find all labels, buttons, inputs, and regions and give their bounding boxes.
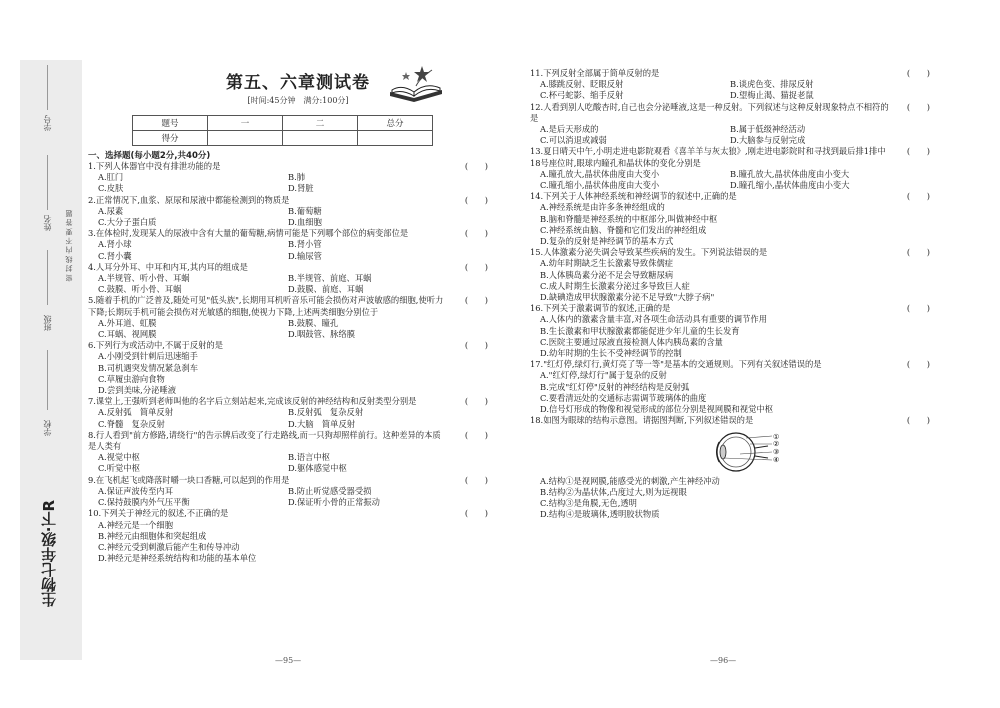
answer-blank[interactable]: ( ) — [464, 429, 488, 440]
option[interactable]: D.躯体感觉中枢 — [288, 463, 347, 474]
question-stem — [530, 102, 930, 124]
option[interactable]: A.是后天形成的 — [540, 124, 599, 135]
option[interactable]: B.人体胰岛素分泌不足会导致糖尿病 — [540, 269, 674, 280]
option[interactable]: B.肾小管 — [288, 239, 322, 250]
option[interactable]: D.大脑参与反射完成 — [730, 135, 806, 146]
question-text: 7.课堂上,王强听到老师叫他的名字后立刻站起来,完成该反射的神经结构和反射类型分别是 — [88, 396, 417, 407]
option[interactable]: A.肾小球 — [98, 239, 132, 250]
left-column — [88, 68, 488, 564]
question-text: 10.下列关于神经元的叙述,不正确的是 — [88, 508, 229, 519]
answer-blank[interactable]: ( ) — [906, 68, 930, 78]
option[interactable]: B.完成"红灯停"反射的神经结构是反射弧 — [540, 381, 690, 392]
question — [530, 359, 930, 415]
option[interactable]: B.防止听觉感受器受损 — [288, 485, 372, 496]
answer-blank[interactable]: ( ) — [906, 415, 930, 426]
option[interactable]: B.语言中枢 — [288, 452, 330, 463]
page-number-left: —95— — [275, 656, 302, 665]
option[interactable]: C.医院主要通过尿液直接检测人体内胰岛素的含量 — [540, 336, 723, 347]
question-text: 9.在飞机起飞或降落时嚼一块口香糖,可以起到的作用是 — [88, 474, 290, 485]
page-number-right: —96— — [710, 656, 737, 665]
option[interactable]: C.皮肤 — [98, 183, 124, 194]
question-text: 1.下列人体器官中没有排泄功能的是 — [88, 161, 221, 171]
subject-label: 生物七年级·下R — [40, 500, 58, 608]
name-label: 姓名 — [43, 215, 52, 231]
option-list — [530, 370, 930, 415]
option[interactable]: A.结构①是视网膜,能感受光的刺激,产生神经冲动 — [540, 475, 720, 486]
option[interactable]: B.结构②为晶状体,凸度过大,则为远视眼 — [540, 486, 687, 497]
question-text: 16.下列关于激素调节的叙述,正确的是 — [530, 303, 671, 314]
eye-label: ② — [773, 439, 780, 448]
option[interactable]: A.神经元是一个细胞 — [98, 519, 174, 530]
score-label-cell: 得分 — [133, 131, 208, 146]
section-heading: 一、选择题(每小题2分,共40分) — [88, 151, 211, 161]
question-stem — [530, 303, 930, 314]
option[interactable]: A.人体内的激素含量丰富,对各项生命活动具有重要的调节作用 — [540, 314, 767, 325]
option[interactable]: D.肾脏 — [288, 183, 314, 194]
question — [88, 295, 488, 340]
option[interactable]: D.咽鼓管、脉络膜 — [288, 329, 356, 340]
option[interactable]: B.神经元由细胞体和突起组成 — [98, 530, 207, 541]
question — [530, 68, 930, 102]
score-input-cell[interactable] — [208, 131, 283, 146]
option-list — [530, 258, 930, 303]
option[interactable]: C.可以消退或减弱 — [540, 135, 607, 146]
option-list — [88, 351, 488, 396]
option[interactable]: C.杯弓蛇影、缩手反射 — [540, 90, 624, 101]
option[interactable]: C.肾小囊 — [98, 250, 132, 261]
book-icon — [386, 62, 446, 104]
question — [530, 102, 930, 147]
option[interactable]: A.小刚受到针刺后迅速缩手 — [98, 351, 198, 362]
question — [88, 430, 488, 475]
question — [530, 191, 930, 247]
option[interactable]: C.神经元受到刺激后能产生和传导冲动 — [98, 541, 240, 552]
answer-blank[interactable]: ( ) — [906, 303, 930, 314]
question-stem — [530, 146, 930, 168]
answer-blank[interactable]: ( ) — [906, 247, 930, 258]
page-title: 第五、六章测试卷 — [226, 73, 370, 93]
answer-blank[interactable]: ( ) — [906, 146, 930, 157]
option[interactable]: C.瞳孔缩小,晶状体曲度由大变小 — [540, 180, 660, 191]
option-list — [88, 407, 488, 429]
option-list — [530, 79, 930, 101]
option[interactable]: B.葡萄糖 — [288, 205, 322, 216]
option-list — [88, 239, 488, 261]
question-text: 13.夏日晴天中午,小明走进电影院观看《喜羊羊与灰太狼》,刚走进电影院时和寻找到最后排1排中18号座位时,眼球内瞳孔和晶状体的变化分别是 — [530, 146, 886, 168]
left-question-list — [88, 161, 488, 564]
question-stem — [530, 359, 930, 370]
option[interactable]: C.大分子蛋白质 — [98, 217, 157, 228]
option[interactable]: A.尿素 — [98, 205, 124, 216]
score-header-cell: 题号 — [133, 116, 208, 131]
option[interactable]: B.脑和脊髓是神经系统的中枢部分,叫做神经中枢 — [540, 213, 718, 224]
question — [88, 195, 488, 229]
binding-margin — [20, 60, 82, 660]
question — [88, 228, 488, 262]
option[interactable]: C.草履虫游向食物 — [98, 373, 165, 384]
option[interactable]: D.复杂的反射是神经调节的基本方式 — [540, 236, 674, 247]
option[interactable]: C.保持鼓膜内外气压平衡 — [98, 497, 190, 508]
question-text: 12.人看到别人吃酸杏时,自己也会分泌唾液,这是一种反射。下列叙述与这种反射现象特点不相符的是 — [530, 101, 889, 123]
question — [88, 262, 488, 296]
answer-blank[interactable]: ( ) — [464, 396, 488, 407]
option[interactable]: A.瞳孔放大,晶状体曲度由大变小 — [540, 168, 660, 179]
option[interactable]: C.结构③是角膜,无色,透明 — [540, 497, 637, 508]
exam-info: [时间:45分钟 满分:100分] — [247, 96, 349, 105]
score-table — [132, 115, 433, 146]
question — [530, 303, 930, 359]
option[interactable]: A.肛门 — [98, 172, 124, 183]
option-list — [88, 520, 488, 565]
question-stem — [530, 247, 930, 258]
option-list — [88, 318, 488, 340]
question-stem — [88, 340, 488, 351]
option[interactable]: D.缺碘造成甲状腺激素分泌不足导致"大脖子病" — [540, 292, 715, 303]
question-stem — [88, 475, 488, 486]
question-stem — [88, 262, 488, 273]
answer-blank[interactable]: ( ) — [464, 295, 488, 306]
question-text: 15.人体激素分泌失调会导致某些疾病的发生。下列说法错误的是 — [530, 247, 768, 258]
right-question-list — [530, 68, 930, 520]
option-list — [530, 476, 930, 521]
option[interactable]: C.成人时期生长激素分泌过多导致巨人症 — [540, 280, 690, 291]
question-stem — [88, 396, 488, 407]
option[interactable]: B.反射弧 复杂反射 — [288, 407, 364, 418]
question — [530, 247, 930, 303]
answer-blank[interactable]: ( ) — [464, 194, 488, 205]
class-label: 班级 — [43, 315, 52, 331]
question-stem — [88, 161, 488, 172]
option[interactable]: C.神经系统由脑、脊髓和它们发出的神经组成 — [540, 224, 707, 235]
answer-blank[interactable]: ( ) — [906, 359, 930, 370]
option[interactable]: D.尝到美味,分泌唾液 — [98, 385, 177, 396]
option[interactable]: B.司机遇突发情况紧急刹车 — [98, 362, 199, 373]
seal-text: 密 封 线 内 不 要 答 题 — [65, 210, 73, 282]
option[interactable]: C.要看清远处的交通标志需调节玻璃体的曲度 — [540, 392, 707, 403]
option[interactable]: B.鼓膜、瞳孔 — [288, 317, 339, 328]
option[interactable]: C.脊髓 复杂反射 — [98, 418, 165, 429]
question-stem — [88, 228, 488, 239]
option[interactable]: D.瞳孔缩小,晶状体曲度由小变大 — [730, 180, 850, 191]
question — [88, 396, 488, 430]
option[interactable]: D.幼年时期的生长不受神经调节的控制 — [540, 348, 682, 359]
option[interactable]: B.谈虎色变、排尿反射 — [730, 79, 814, 90]
question-text: 8.行人看到"前方修路,请绕行"的告示牌后改变了行走路线,而一只狗却照样前行。这种差异的本质是人类有 — [88, 429, 441, 452]
option-list — [88, 452, 488, 474]
answer-blank[interactable]: ( ) — [464, 508, 488, 519]
question — [88, 475, 488, 509]
option[interactable]: D.结构④是玻璃体,透明胶状物质 — [540, 509, 660, 520]
eye-label: ① — [773, 432, 780, 441]
question-stem — [88, 195, 488, 206]
number-label: 学号 — [43, 115, 52, 131]
question-text: 18.如图为眼球的结构示意图。请据图判断,下列叙述错误的是 — [530, 415, 754, 426]
option[interactable]: A.膝跳反射、眨眼反射 — [540, 79, 624, 90]
question-text: 3.在体检时,发现某人的尿液中含有大量的葡萄糖,病情可能是下列哪个部位的病变部位是 — [88, 228, 409, 239]
option[interactable]: B.半规管、前庭、耳蜗 — [288, 273, 372, 284]
option[interactable]: C.鼓膜、听小骨、耳蜗 — [98, 284, 182, 295]
option[interactable]: A.视觉中枢 — [98, 452, 140, 463]
question — [88, 161, 488, 195]
option-list — [530, 169, 930, 191]
option[interactable]: A.外耳道、虹膜 — [98, 317, 157, 328]
question-stem — [530, 415, 930, 426]
right-column — [530, 68, 930, 520]
option[interactable]: B.瞳孔放大,晶状体曲度由小变大 — [730, 168, 850, 179]
option-list — [530, 314, 930, 359]
option[interactable]: C.听觉中枢 — [98, 463, 140, 474]
name-line — [47, 155, 48, 210]
answer-blank[interactable]: ( ) — [464, 161, 488, 171]
score-input-cell[interactable] — [283, 131, 358, 146]
option[interactable]: A.保证声波传至内耳 — [98, 485, 174, 496]
option[interactable]: D.血细胞 — [288, 217, 322, 228]
option[interactable]: B.生长激素和甲状腺激素都能促进少年儿童的生长发育 — [540, 325, 740, 336]
question-stem — [530, 68, 930, 79]
answer-blank[interactable]: ( ) — [906, 101, 930, 112]
question — [530, 415, 930, 520]
school-label: 学校 — [43, 420, 52, 436]
option[interactable]: A.幼年时期缺乏生长激素导致侏儒症 — [540, 258, 674, 269]
question — [88, 508, 488, 564]
score-input-cell[interactable] — [358, 131, 433, 146]
option-list — [88, 486, 488, 508]
eye-label: ③ — [773, 447, 780, 456]
number-line — [47, 65, 48, 110]
score-header-cell: 一 — [208, 116, 283, 131]
question — [88, 340, 488, 396]
question-text: 14.下列关于人体神经系统和神经调节的叙述中,正确的是 — [530, 191, 737, 202]
option[interactable]: B.属于低级神经活动 — [730, 124, 806, 135]
question-text: 6.下列行为或活动中,不属于反射的是 — [88, 340, 224, 351]
option[interactable]: A."红灯停,绿灯行"属于复杂的反射 — [540, 370, 667, 381]
option[interactable]: D.望梅止渴、猫捉老鼠 — [730, 90, 814, 101]
option[interactable]: B.肺 — [288, 172, 306, 183]
question-stem — [88, 295, 488, 317]
option[interactable]: D.鼓膜、前庭、耳蜗 — [288, 284, 364, 295]
score-header-cell: 总分 — [358, 116, 433, 131]
class-line — [47, 250, 48, 305]
answer-blank[interactable]: ( ) — [464, 261, 488, 272]
question-text: 2.正常情况下,血浆、原尿和尿液中都能检测到的物质是 — [88, 194, 290, 205]
option[interactable]: C.耳蜗、视网膜 — [98, 329, 157, 340]
eye-structure-figure — [710, 430, 790, 474]
option[interactable]: D.信号灯形成的物像和视觉形成的部位分别是视网膜和视觉中枢 — [540, 404, 774, 415]
option-list — [88, 273, 488, 295]
question-text: 4.人耳分外耳、中耳和内耳,其内耳的组成是 — [88, 261, 248, 272]
option-list — [88, 206, 488, 228]
question-text: 11.下列反射全部属于简单反射的是 — [530, 68, 660, 78]
option-list — [88, 172, 488, 194]
question-text: 5.随着手机的广泛普及,随处可见"低头族",长期用耳机听音乐可能会损伤对声波敏感的细胞,使听力下降;长期玩手机可能会损伤对光敏感的细胞,使视力下降,上述两类细胞分别位于 — [88, 295, 444, 317]
option[interactable]: A.神经系统是由许多条神经组成的 — [540, 202, 665, 213]
option[interactable]: A.反射弧 简单反射 — [98, 407, 174, 418]
option-list — [530, 202, 930, 247]
option[interactable]: D.输尿管 — [288, 250, 322, 261]
option[interactable]: A.半规管、听小骨、耳蜗 — [98, 273, 190, 284]
eye-label: ④ — [773, 455, 780, 464]
school-line — [47, 350, 48, 410]
question-stem — [88, 508, 488, 519]
option-list — [530, 124, 930, 146]
answer-blank[interactable]: ( ) — [464, 340, 488, 351]
question-stem — [88, 430, 488, 452]
question — [530, 146, 930, 191]
question-text: 17."红灯停,绿灯行,黄灯亮了等一等"是基本的交通规则。下列有关叙述错误的是 — [530, 359, 822, 370]
option[interactable]: D.保证听小骨的正常振动 — [288, 497, 380, 508]
answer-blank[interactable]: ( ) — [464, 228, 488, 239]
option[interactable]: D.大脑 简单反射 — [288, 418, 356, 429]
question-stem — [530, 191, 930, 202]
score-header-cell: 二 — [283, 116, 358, 131]
answer-blank[interactable]: ( ) — [906, 191, 930, 202]
answer-blank[interactable]: ( ) — [464, 474, 488, 485]
option[interactable]: D.神经元是神经系统结构和功能的基本单位 — [98, 553, 257, 564]
